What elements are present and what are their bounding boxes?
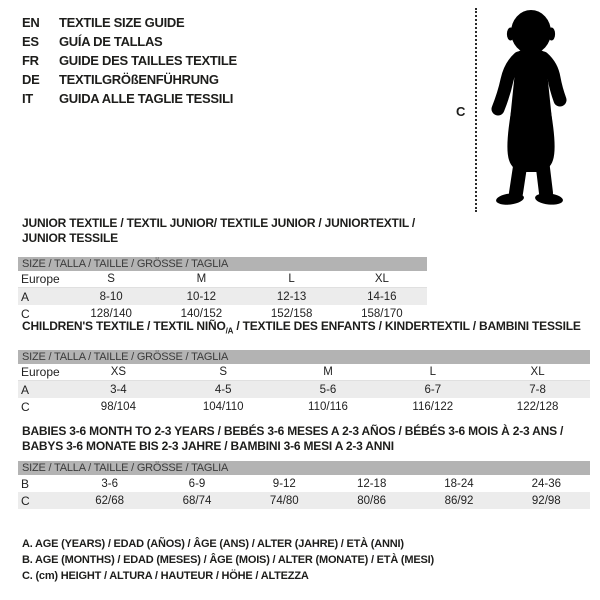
babies-table-title [18,424,590,454]
size-value-cell: 68/74 [182,494,212,507]
title-text: JUNIOR TEXTILE / TEXTIL JUNIOR/ TEXTILE JUNIOR / JUNIORTEXTIL / JUNIOR TESSILE [22,216,416,245]
size-value-cell: S [219,366,228,379]
size-value-cell: 128/140 [90,307,132,320]
size-value-cell: 86/92 [444,494,474,507]
size-value-cell: XL [530,366,545,379]
language-title: GUIDE DES TAILLES TEXTILE [59,53,237,68]
size-value-cell: 140/152 [180,307,223,320]
size-value-cell: M [323,366,333,379]
children-table-body [18,350,590,415]
size-value-cell: 7-8 [529,383,546,396]
language-code: DE [22,72,40,87]
size-value-cell: 5-6 [319,383,337,396]
language-row [22,13,237,32]
size-value-cell: 74/80 [269,494,299,507]
table-title-line [22,424,590,439]
legend-line-c: C. (cm) HEIGHT / ALTURA / HAUTEUR / HÖHE / ALTEZZA [22,570,309,582]
language-title: TEXTILGRÖßENFÜHRUNG [59,72,219,87]
language-title-list [22,13,237,108]
size-value-cell: 8-10 [99,290,123,303]
size-value-cell: 116/122 [412,400,454,413]
legend-line-b: B. AGE (MONTHS) / EDAD (MESES) / ÂGE (MOIS) / ALTER (MONATE) / ETÀ (MESI) [22,554,434,566]
size-value-cell: 152/158 [270,307,313,320]
size-value-cell: 18-24 [444,477,474,490]
language-row [22,32,237,51]
baby-silhouette-image [484,8,584,208]
baby-head [511,10,551,54]
legend [22,536,434,584]
babies-size-table [18,424,590,509]
children-size-table [18,319,590,415]
language-row [22,51,237,70]
size-header-bar: SIZE / TALLA / TAILLE / GRÖSSE / TAGLIA [18,257,427,271]
language-code: EN [22,15,40,30]
title-text: CHILDREN'S TEXTILE / TEXTIL NIÑO [22,319,226,333]
size-value-cell: 10-12 [186,290,217,303]
title-text: / TEXTILE DES ENFANTS / KINDERTEXTIL / BAMBINI TESSILE [233,319,581,333]
size-value-cell: M [196,273,207,285]
size-value-cell: 6-7 [424,383,442,396]
title-text: BABIES 3-6 MONTH TO 2-3 YEARS / BEBÉS 3-6 MESES A 2-3 AÑOS / BÉBÉS 3-6 MOIS À 2-3 ANS / [22,424,564,438]
row-label: Europe [21,365,60,380]
junior-table-title [18,216,427,246]
table-row-europe [18,364,590,381]
language-title: GUÍA DE TALLAS [59,34,163,49]
size-value-cell: L [429,366,436,379]
size-value-cell: 110/116 [308,400,348,413]
row-label: Europe [21,272,60,286]
title-subscript: /A [225,326,234,336]
language-title: TEXTILE SIZE GUIDE [59,15,185,30]
size-value-cell: 14-16 [367,290,397,303]
row-label: C [21,306,30,321]
language-code: IT [22,91,33,106]
size-value-cell: 62/68 [95,494,125,507]
junior-size-table [18,216,427,322]
children-table-title [18,319,590,338]
size-value-cell: 92/98 [531,494,561,507]
size-value-cell: 4-5 [214,383,232,396]
size-value-cell: 158/170 [361,307,403,320]
table-row-c [18,398,590,415]
table-row-b [18,475,590,492]
height-measure-label: C [456,104,466,119]
size-header-bar: SIZE / TALLA / TAILLE / GRÖSSE / TAGLIA [18,461,590,475]
row-label: A [21,289,30,304]
size-header-bar: SIZE / TALLA / TAILLE / GRÖSSE / TAGLIA [18,350,590,364]
babies-table-body [18,461,590,509]
row-label: B [21,476,30,491]
row-label: C [21,399,30,414]
language-row [22,70,237,89]
table-row-europe [18,271,427,288]
language-code: ES [22,34,39,49]
size-value-cell: S [107,273,115,285]
size-value-cell: 104/110 [202,400,244,413]
language-row [22,89,237,108]
size-value-cell: 24-36 [531,477,562,490]
table-title-line [22,319,590,338]
junior-table-body [18,257,427,322]
language-code: FR [22,53,39,68]
size-value-cell: 12-13 [276,290,307,303]
size-value-cell: 9-12 [272,477,296,490]
title-text: BABYS 3-6 MONATE BIS 2-3 JAHRE / BAMBINI 3-6 MESI A 2-3 ANNI [22,439,394,453]
legend-line-a: A. AGE (YEARS) / EDAD (AÑOS) / ÂGE (ANS) / ALTER (JAHRE) / ETÀ (ANNI) [22,538,404,550]
height-dashed-line [475,8,477,212]
table-title-line [22,439,590,454]
size-value-cell: 3-4 [110,383,127,396]
size-value-cell: XS [110,366,127,379]
size-value-cell: 98/104 [100,400,136,413]
size-value-cell: 12-18 [356,477,387,490]
row-label: A [21,382,30,397]
size-value-cell: 3-6 [101,477,118,490]
size-value-cell: 6-9 [188,477,206,490]
table-row-c [18,492,590,509]
size-value-cell: 122/128 [516,400,559,413]
language-title: GUIDA ALLE TAGLIE TESSILI [59,91,234,106]
table-row-a [18,288,427,305]
size-value-cell: XL [374,273,389,285]
table-row-a [18,381,590,398]
size-value-cell: L [288,273,295,285]
size-value-cell: 80/86 [357,494,387,507]
row-label: C [21,493,30,508]
table-title-line [22,216,427,246]
